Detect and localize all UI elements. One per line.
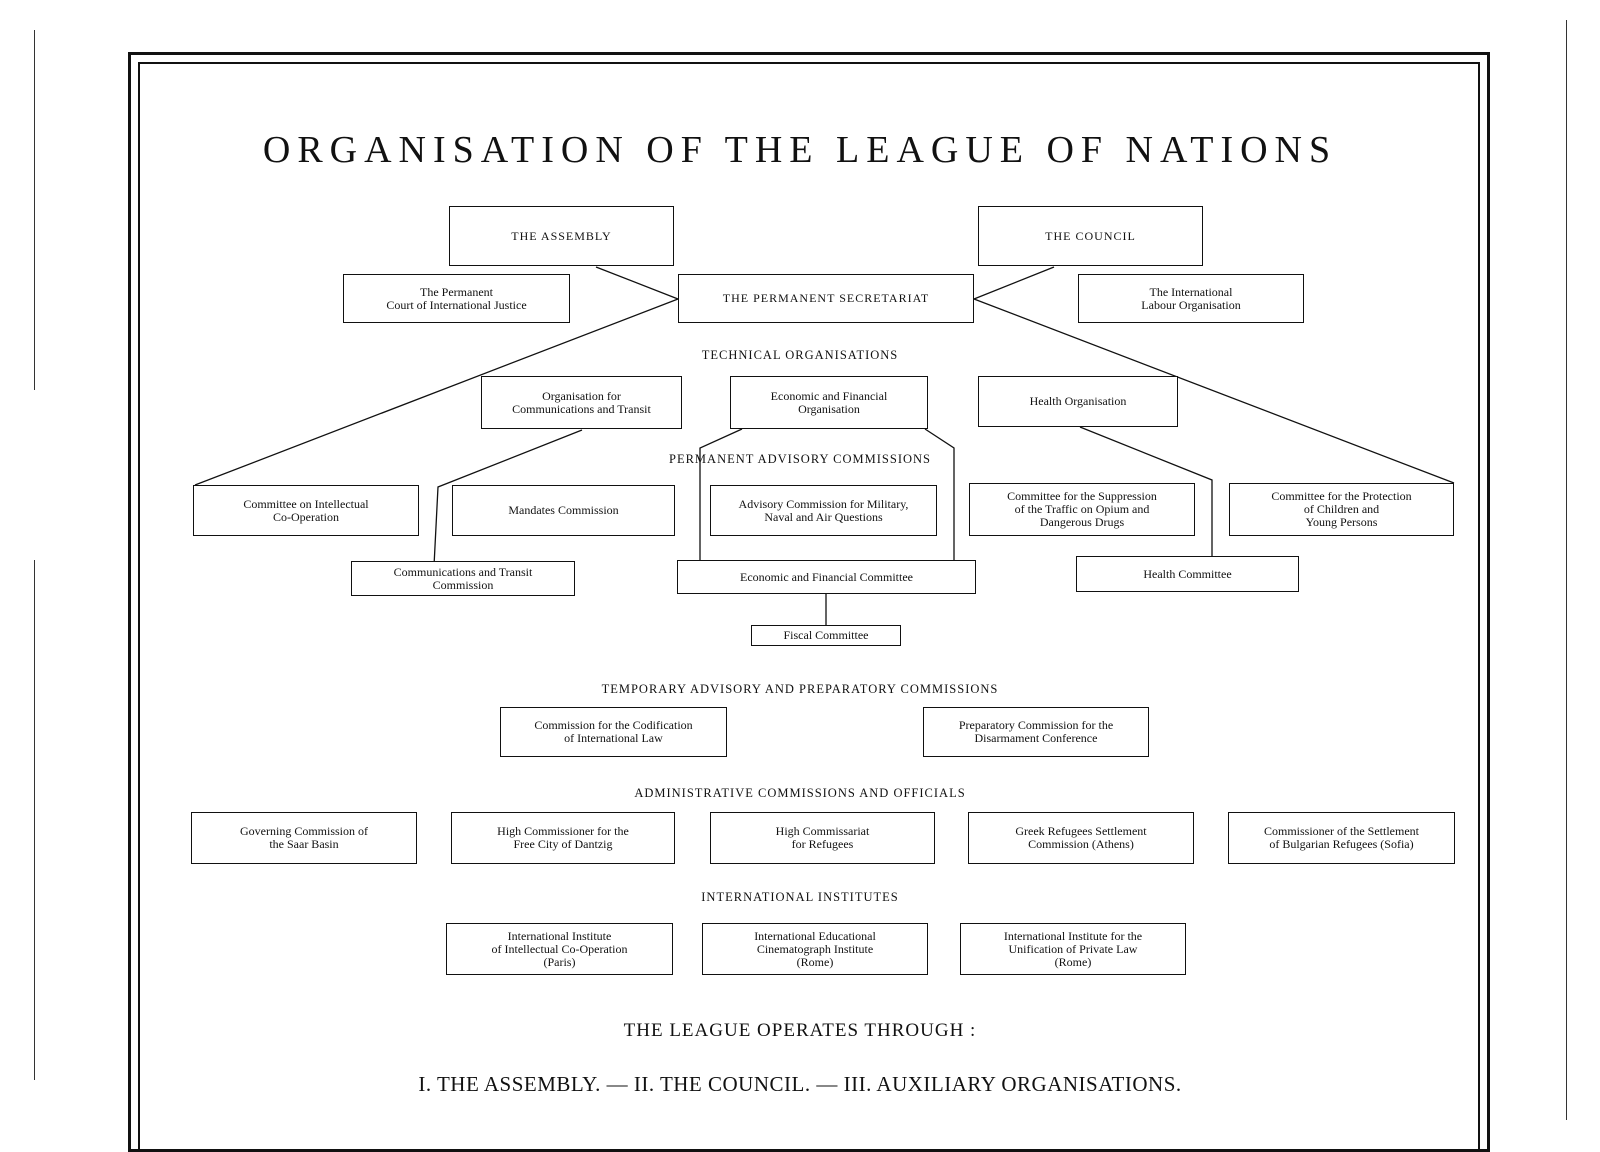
box-institute-intellectual: International Institute of Intellectual Co-Operation (Paris) [446,923,673,975]
box-economic-organisation: Economic and Financial Organisation [730,376,928,429]
box-greek-refugees: Greek Refugees Settlement Commission (Athens) [968,812,1194,864]
box-disarmament-commission: Preparatory Commission for the Disarmament Conference [923,707,1149,757]
box-opium-committee: Committee for the Suppression of the Traffic on Opium and Dangerous Drugs [969,483,1195,536]
box-mandates-commission: Mandates Commission [452,485,675,536]
heading-permanent-advisory: PERMANENT ADVISORY COMMISSIONS [669,452,931,466]
heading-temporary-advisory: TEMPORARY ADVISORY AND PREPARATORY COMMISSIONS [601,682,999,696]
box-labour-organisation: The International Labour Organisation [1078,274,1304,323]
connector-council-secretariat [974,267,1054,299]
box-economic-committee: Economic and Financial Committee [677,560,976,594]
box-permanent-court: The Permanent Court of International Justice [343,274,570,323]
box-health-committee: Health Committee [1076,556,1299,592]
connector-assembly-secretariat [596,267,678,299]
box-permanent-secretariat: THE PERMANENT SECRETARIAT [678,274,974,323]
box-children-committee: Committee for the Protection of Children and Young Persons [1229,483,1454,536]
box-institute-private-law: International Institute for the Unification of Private Law (Rome) [960,923,1186,975]
box-council: THE COUNCIL [978,206,1203,266]
box-saar-commission: Governing Commission of the Saar Basin [191,812,417,864]
box-refugees-commissariat: High Commissariat for Refugees [710,812,935,864]
page-title: ORGANISATION OF THE LEAGUE OF NATIONS [262,129,1338,171]
box-codification-commission: Commission for the Codification of International Law [500,707,727,757]
box-health-organisation: Health Organisation [978,376,1178,427]
box-military-commission: Advisory Commission for Military, Naval and Air Questions [710,485,937,536]
box-bulgarian-refugees: Commissioner of the Settlement of Bulgarian Refugees (Sofia) [1228,812,1455,864]
box-fiscal-committee: Fiscal Committee [751,625,901,646]
box-communications-organisation: Organisation for Communications and Transit [481,376,682,429]
heading-international-institutes: INTERNATIONAL INSTITUTES [701,890,899,904]
heading-technical-organisations: TECHNICAL ORGANISATIONS [701,348,899,362]
box-assembly: THE ASSEMBLY [449,206,674,266]
box-transit-commission: Communications and Transit Commission [351,561,575,596]
box-intellectual-committee: Committee on Intellectual Co-Operation [193,485,419,536]
box-institute-cinematograph: International Educational Cinematograph Institute (Rome) [702,923,928,975]
box-danzig-commissioner: High Commissioner for the Free City of Dantzig [451,812,675,864]
organs-list: I. THE ASSEMBLY. — II. THE COUNCIL. — III. AUXILIARY ORGANISATIONS. [418,1072,1182,1096]
operates-through-heading: THE LEAGUE OPERATES THROUGH : [623,1020,977,1041]
heading-administrative: ADMINISTRATIVE COMMISSIONS AND OFFICIALS [634,786,966,800]
